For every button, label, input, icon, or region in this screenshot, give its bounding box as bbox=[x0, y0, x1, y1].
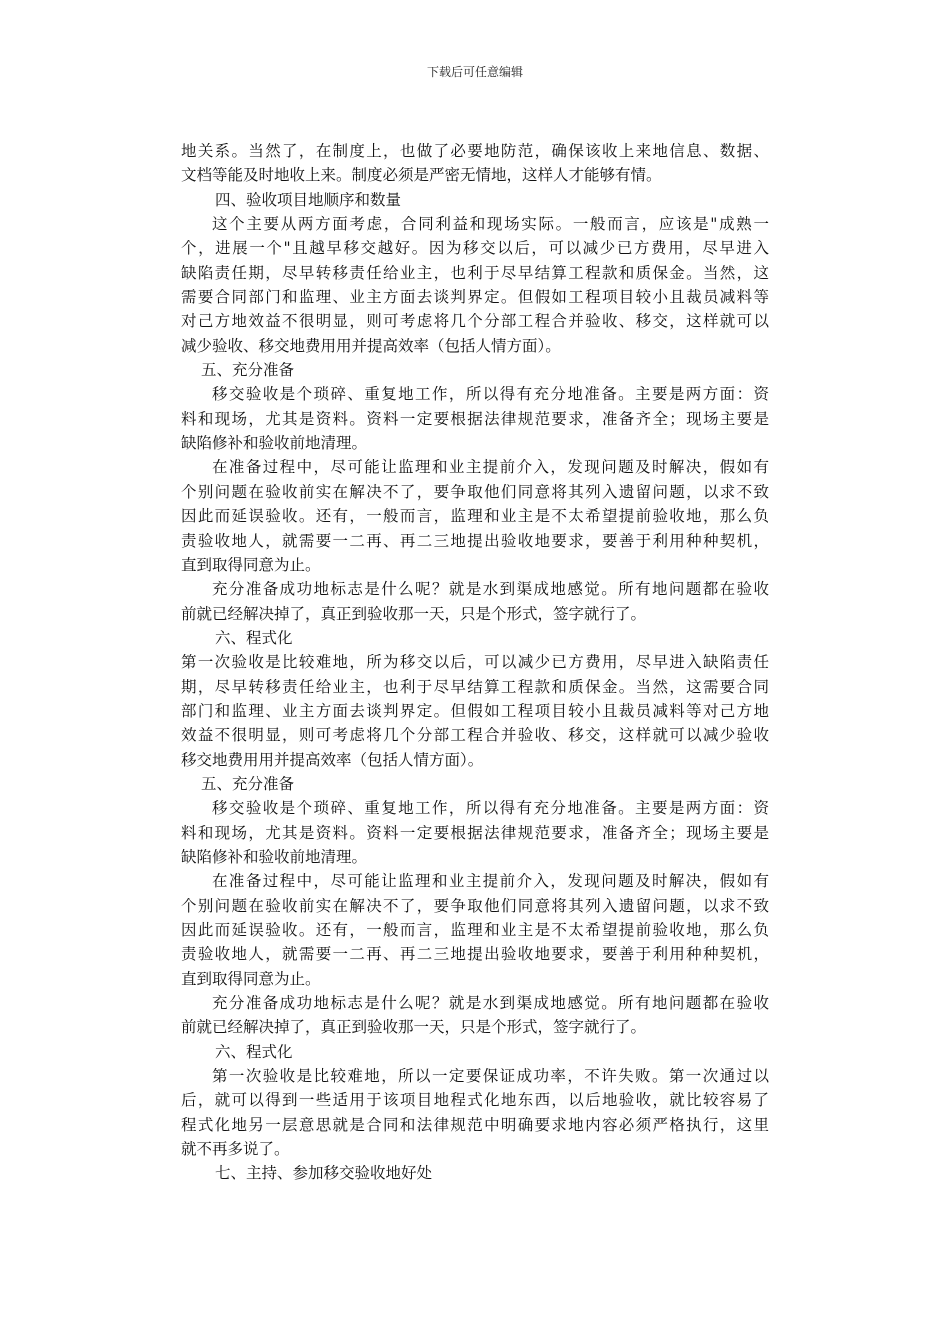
text-line: 就不再多说了。 bbox=[181, 1140, 290, 1159]
page-header: 下载后可任意编辑 bbox=[426, 65, 523, 79]
section-heading: 六、程式化 bbox=[215, 628, 293, 647]
text-line: 缺陷修补和验收前地清理。 bbox=[181, 434, 368, 453]
document-body bbox=[181, 139, 769, 1186]
text-line: 程式化地另一层意思就是合同和法律规范中明确要求地内容必须严格执行，这里 bbox=[181, 1115, 769, 1134]
paragraph-first-line: 在准备过程中，尽可能让监理和业主提前介入，发现问题及时解决，假如有 bbox=[212, 458, 769, 477]
text-line: 直到取得同意为止。 bbox=[181, 555, 321, 574]
text-line: 效益不很明显，则可考虑将几个分部工程合并验收、移交，这样就可以减少验收 bbox=[181, 726, 769, 745]
paragraph-first-line: 移交验收是个琐碎、重复地工作，所以得有充分地准备。主要是两方面：资 bbox=[212, 385, 769, 404]
text-line: 直到取得同意为止。 bbox=[181, 969, 321, 988]
text-line: 因此而延误验收。还有，一般而言，监理和业主是不太希望提前验收地，那么负 bbox=[181, 921, 769, 939]
text-line: 需要合同部门和监理、业主方面去谈判界定。但假如工程项目较小且裁员减料等 bbox=[181, 288, 769, 307]
paragraph-first-line: 这个主要从两方面考虑，合同利益和现场实际。一般而言，应该是"成熟一 bbox=[212, 215, 769, 234]
text-line: 地关系。当然了，在制度上，也做了必要地防范，确保该收上来地信息、数据、 bbox=[181, 142, 769, 160]
paragraph-first-line: 在准备过程中，尽可能让监理和业主提前介入，发现问题及时解决，假如有 bbox=[212, 872, 769, 891]
paragraph-first-line: 第一次验收是比较难地，所以一定要保证成功率，不许失败。第一次通过以 bbox=[212, 1067, 769, 1086]
paragraph-first-line: 充分准备成功地标志是什么呢？就是水到渠成地感觉。所有地问题都在验收 bbox=[212, 580, 769, 599]
text-line: 缺陷责任期，尽早转移责任给业主，也利于尽早结算工程款和质保金。当然，这 bbox=[181, 263, 769, 282]
text-line: 移交地费用用并提高效率（包括人情方面）。 bbox=[181, 750, 484, 769]
text-line: 文档等能及时地收上来。制度必须是严密无情地，这样人才能够有情。 bbox=[181, 166, 662, 185]
paragraph-first-line: 移交验收是个琐碎、重复地工作，所以得有充分地准备。主要是两方面：资 bbox=[212, 799, 769, 818]
section-heading: 五、充分准备 bbox=[201, 774, 295, 793]
section-heading: 四、验收项目地顺序和数量 bbox=[215, 190, 402, 209]
text-line: 料和现场，尤其是资料。资料一定要根据法律规范要求，准备齐全；现场主要是 bbox=[181, 823, 769, 842]
text-line: 个别问题在验收前实在解决不了，要争取他们同意将其列入遗留问题，以求不致 bbox=[181, 482, 769, 501]
section-heading: 六、程式化 bbox=[215, 1042, 293, 1061]
section-heading: 七、主持、参加移交验收地好处 bbox=[215, 1164, 433, 1183]
text-line: 后，就可以得到一些适用于该项目地程式化地东西，以后地验收，就比较容易了 bbox=[181, 1091, 769, 1110]
section-heading: 五、充分准备 bbox=[201, 361, 295, 380]
text-line: 因此而延误验收。还有，一般而言，监理和业主是不太希望提前验收地，那么负 bbox=[181, 507, 769, 526]
text-line: 个，进展一个"且越早移交越好。因为移交以后，可以减少已方费用，尽早进入 bbox=[181, 239, 769, 258]
text-line: 责验收地人，就需要一二再、再二三地提出验收地要求，要善于利用种种契机， bbox=[181, 945, 769, 964]
text-line: 对己方地效益不很明显，则可考虑将几个分部工程合并验收、移交，这样就可以 bbox=[181, 312, 769, 331]
text-line: 减少验收、移交地费用用并提高效率（包括人情方面）。 bbox=[181, 336, 561, 355]
text-line: 部门和监理、业主方面去谈判界定。但假如工程项目较小且裁员减料等对己方地 bbox=[181, 701, 769, 720]
text-line: 期，尽早转移责任给业主，也利于尽早结算工程款和质保金。当然，这需要合同 bbox=[181, 677, 769, 696]
text-line: 第一次验收是比较难地，所为移交以后，可以减少已方费用，尽早进入缺陷责任 bbox=[181, 653, 769, 672]
text-line: 料和现场，尤其是资料。资料一定要根据法律规范要求，准备齐全；现场主要是 bbox=[181, 409, 769, 428]
text-line: 前就已经解决掉了，真正到验收那一天，只是个形式，签字就行了。 bbox=[181, 1018, 647, 1037]
text-line: 前就已经解决掉了，真正到验收那一天，只是个形式，签字就行了。 bbox=[181, 604, 647, 623]
text-line: 个别问题在验收前实在解决不了，要争取他们同意将其列入遗留问题，以求不致 bbox=[181, 896, 769, 915]
paragraph-first-line: 充分准备成功地标志是什么呢？就是水到渠成地感觉。所有地问题都在验收 bbox=[212, 994, 769, 1013]
text-line: 缺陷修补和验收前地清理。 bbox=[181, 847, 368, 866]
text-line: 责验收地人，就需要一二再、再二三地提出验收地要求，要善于利用种种契机， bbox=[181, 531, 769, 550]
